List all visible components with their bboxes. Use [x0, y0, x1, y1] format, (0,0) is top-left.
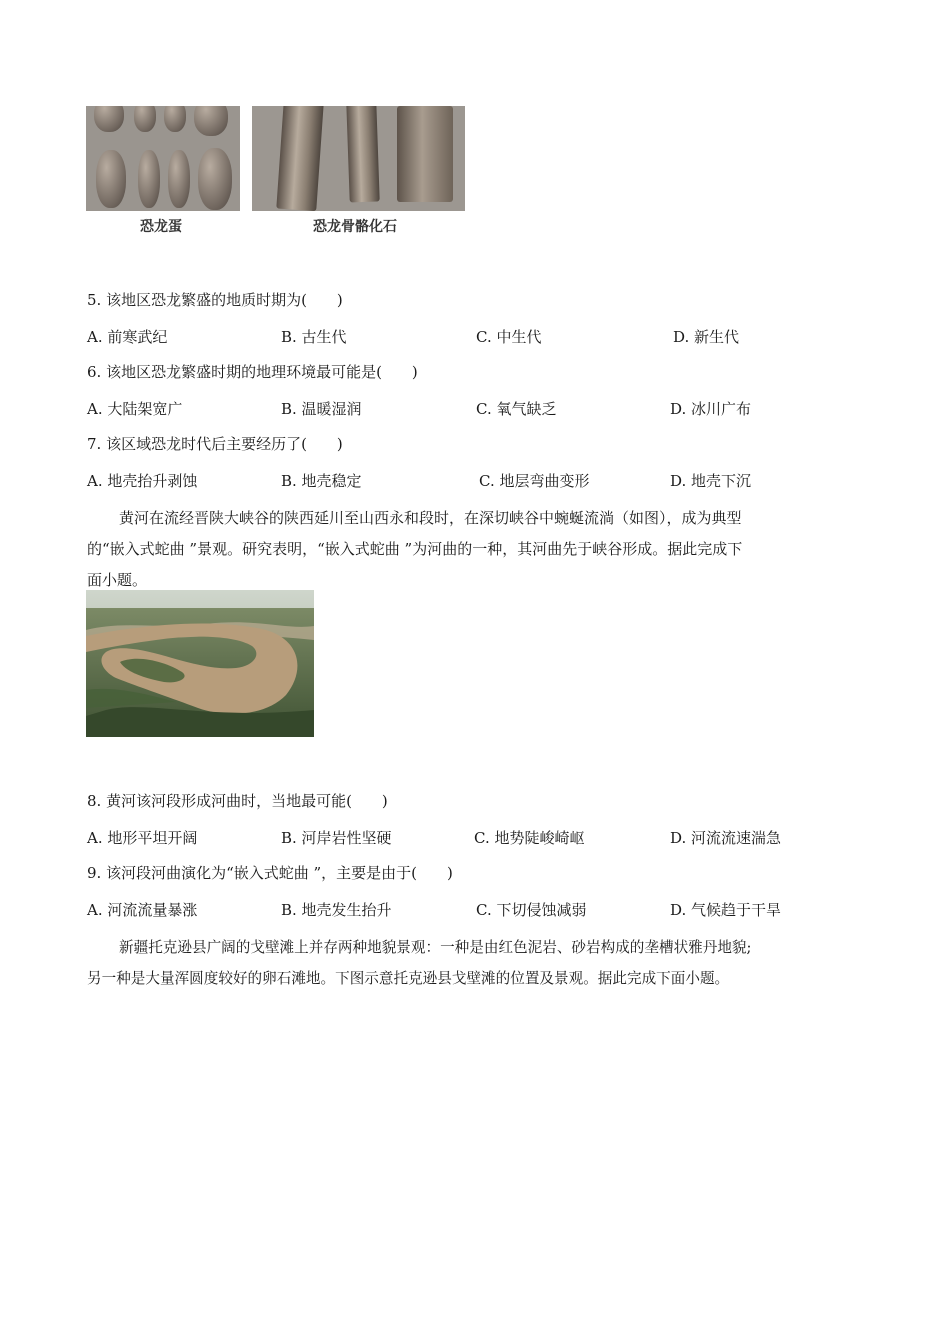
q5-option-d: D. 新生代 — [673, 328, 740, 346]
q5-option-a: A. 前寒武纪 — [87, 328, 168, 346]
passage-line: 的“嵌入式蛇曲 ”景观。研究表明，“嵌入式蛇曲 ”为河曲的一种，其河曲先于峡谷形成。据此完成下 — [87, 540, 743, 558]
bone-caption: 恐龙骨骼化石 — [313, 219, 397, 235]
dinosaur-bone-photo — [252, 106, 465, 211]
question-5-stem: 5. 该地区恐龙繁盛的地质时期为( ) — [87, 291, 343, 309]
q9-option-d: D. 气候趋于干旱 — [670, 901, 782, 919]
question-6-stem: 6. 该地区恐龙繁盛时期的地理环境最可能是( ) — [87, 363, 418, 381]
q9-option-b: B. 地壳发生抬升 — [281, 901, 392, 919]
question-9-stem: 9. 该河段河曲演化为“嵌入式蛇曲 ”，主要是由于( ) — [87, 864, 453, 882]
q9-option-a: A. 河流流量暴涨 — [87, 901, 198, 919]
yellow-river-passage — [87, 503, 857, 596]
question-7-stem: 7. 该区域恐龙时代后主要经历了( ) — [87, 435, 343, 453]
q8-option-b: B. 河岸岩性坚硬 — [281, 829, 392, 847]
q6-option-d: D. 冰川广布 — [670, 400, 752, 418]
q6-option-a: A. 大陆架宽广 — [87, 400, 183, 418]
passage-line: 黄河在流经晋陕大峡谷的陕西延川至山西永和段时，在深切峡谷中蜿蜒流淌（如图），成为典型 — [119, 509, 742, 527]
q8-option-d: D. 河流流速湍急 — [670, 829, 782, 847]
q7-option-a: A. 地壳抬升剥蚀 — [87, 472, 198, 490]
q8-option-a: A. 地形平坦开阔 — [87, 829, 198, 847]
dinosaur-egg-photo — [86, 106, 240, 211]
q7-option-d: D. 地壳下沉 — [670, 472, 752, 490]
q7-option-b: B. 地壳稳定 — [281, 472, 362, 490]
q7-option-c: C. 地层弯曲变形 — [479, 472, 590, 490]
q5-option-b: B. 古生代 — [281, 328, 347, 346]
egg-caption: 恐龙蛋 — [140, 219, 182, 235]
passage-line: 另一种是大量浑圆度较好的卵石滩地。下图示意托克逊县戈壁滩的位置及景观。据此完成下面小题。 — [87, 970, 730, 987]
dinosaur-fossil-figure — [86, 106, 466, 246]
q6-option-b: B. 温暖湿润 — [281, 400, 362, 418]
passage-line: 面小题。 — [87, 571, 148, 589]
passage-line: 新疆托克逊县广阔的戈壁滩上并存两种地貌景观：一种是由红色泥岩、砂岩构成的垄槽状雅丹地貌; — [119, 939, 752, 956]
q5-option-c: C. 中生代 — [476, 328, 542, 346]
incised-meander-photo — [86, 590, 314, 737]
toksun-gobi-passage — [87, 932, 867, 994]
q9-option-c: C. 下切侵蚀减弱 — [476, 901, 587, 919]
question-8-stem: 8. 黄河该河段形成河曲时，当地最可能( ) — [87, 792, 388, 810]
q8-option-c: C. 地势陡峻崎岖 — [474, 829, 585, 847]
q6-option-c: C. 氧气缺乏 — [476, 400, 557, 418]
